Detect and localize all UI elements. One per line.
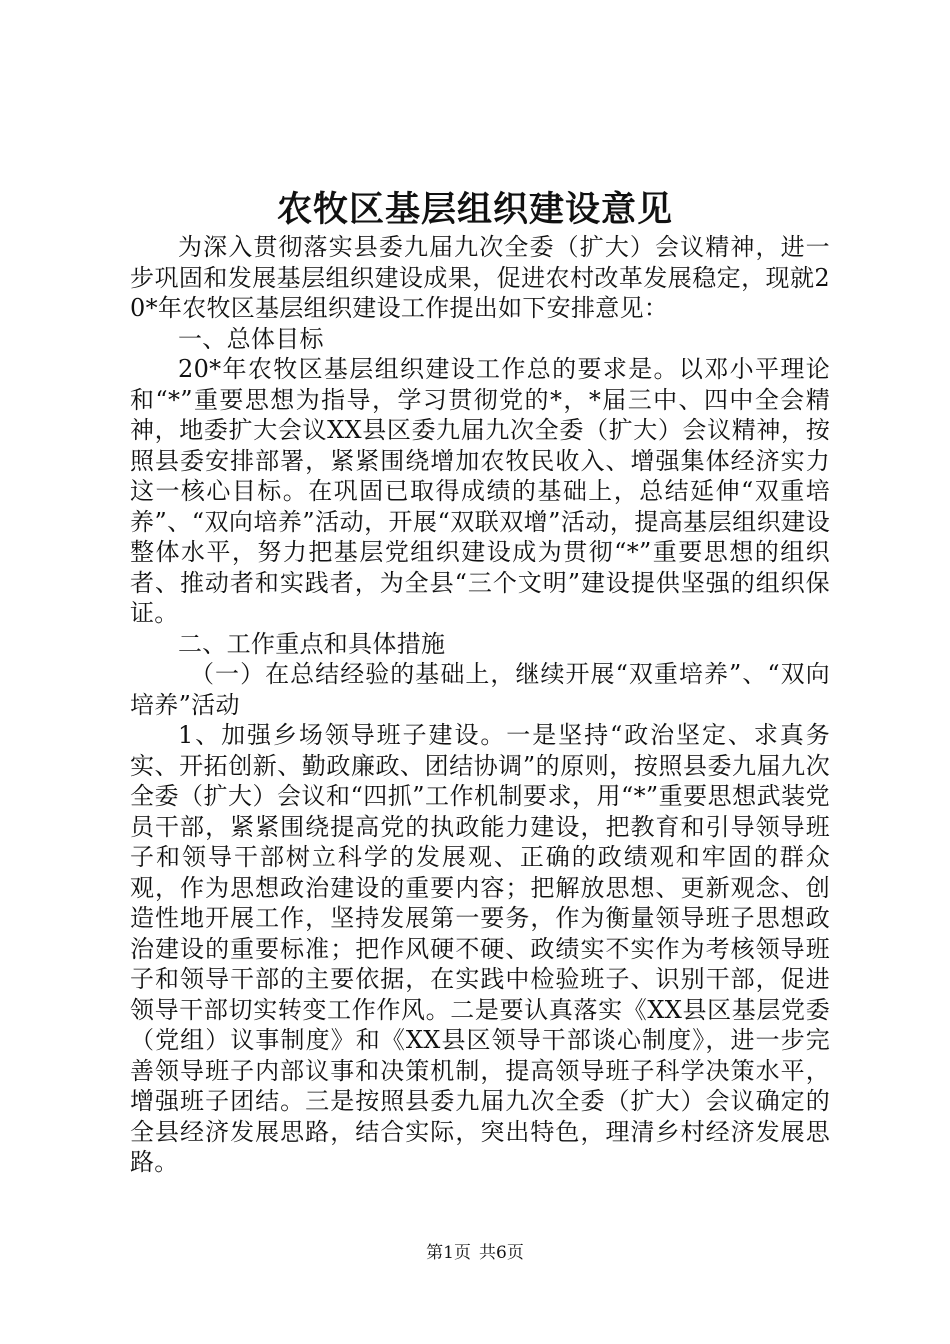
page-number: 第1页	[426, 1243, 471, 1263]
section-heading-1: 一、总体目标	[178, 324, 324, 353]
goal-paragraph: 20*年农牧区基层组织建设工作总的要求是。以邓小平理论和“*”重要思想为指导，学习贯彻党的*，*届三中、四中全会精神，地委扩大会议XX县区委九届九次全委（扩大）会议精神，按照县委安排部署，紧紧围绕增加农牧民收入、增强集体经济实力这一核心目标。在巩固已取得成绩的基础上，总结延伸“双重培养”、“双向培养”活动，开展“双联双增”活动，提高基层组织建设整体水平，努力把基层党组织建设成为贯彻“*”重要思想的组织者、推动者和实践者，为全县“三个文明”建设提供坚强的组织保证。	[130, 355, 830, 627]
page-footer	[0, 1241, 950, 1265]
subsection-heading-1: （一）在总结经验的基础上，继续开展“双重培养”、“双向培养”活动	[130, 660, 830, 719]
section-heading-2: 二、工作重点和具体措施	[178, 629, 446, 658]
measure-paragraph-1: 1、加强乡场领导班子建设。一是坚持“政治坚定、求真务实、开拓创新、勤政廉政、团结协调”的原则，按照县委九届九次全委（扩大）会议和“四抓”工作机制要求，用“*”重要思想武装党员干部，紧紧围绕提高党的执政能力建设，把教育和引导领导班子和领导干部树立科学的发展观、正确的政绩观和牢固的群众观，作为思想政治建设的重要内容；把解放思想、更新观念、创造性地开展工作，坚持发展第一要务，作为衡量领导班子思想政治建设的重要标准；把作风硬不硬、政绩实不实作为考核领导班子和领导干部的主要依据，在实践中检验班子、识别干部，促进领导干部切实转变工作作风。二是要认真落实《XX县区基层党委（党组）议事制度》和《XX县区领导干部谈心制度》，进一步完善领导班子内部议事和决策机制，提高领导班子科学决策水平，增强班子团结。三是按照县委九届九次全委（扩大）会议确定的全县经济发展思路，结合实际，突出特色，理清乡村经济发展思路。	[130, 721, 830, 1176]
page-total: 共6页	[479, 1243, 524, 1263]
document-body	[130, 232, 830, 1178]
document-title: 农牧区基层组织建设意见	[276, 189, 673, 230]
intro-paragraph: 为深入贯彻落实县委九届九次全委（扩大）会议精神，进一步巩固和发展基层组织建设成果，促进农村改革发展稳定，现就20*年农牧区基层组织建设工作提出如下安排意见：	[130, 233, 830, 322]
